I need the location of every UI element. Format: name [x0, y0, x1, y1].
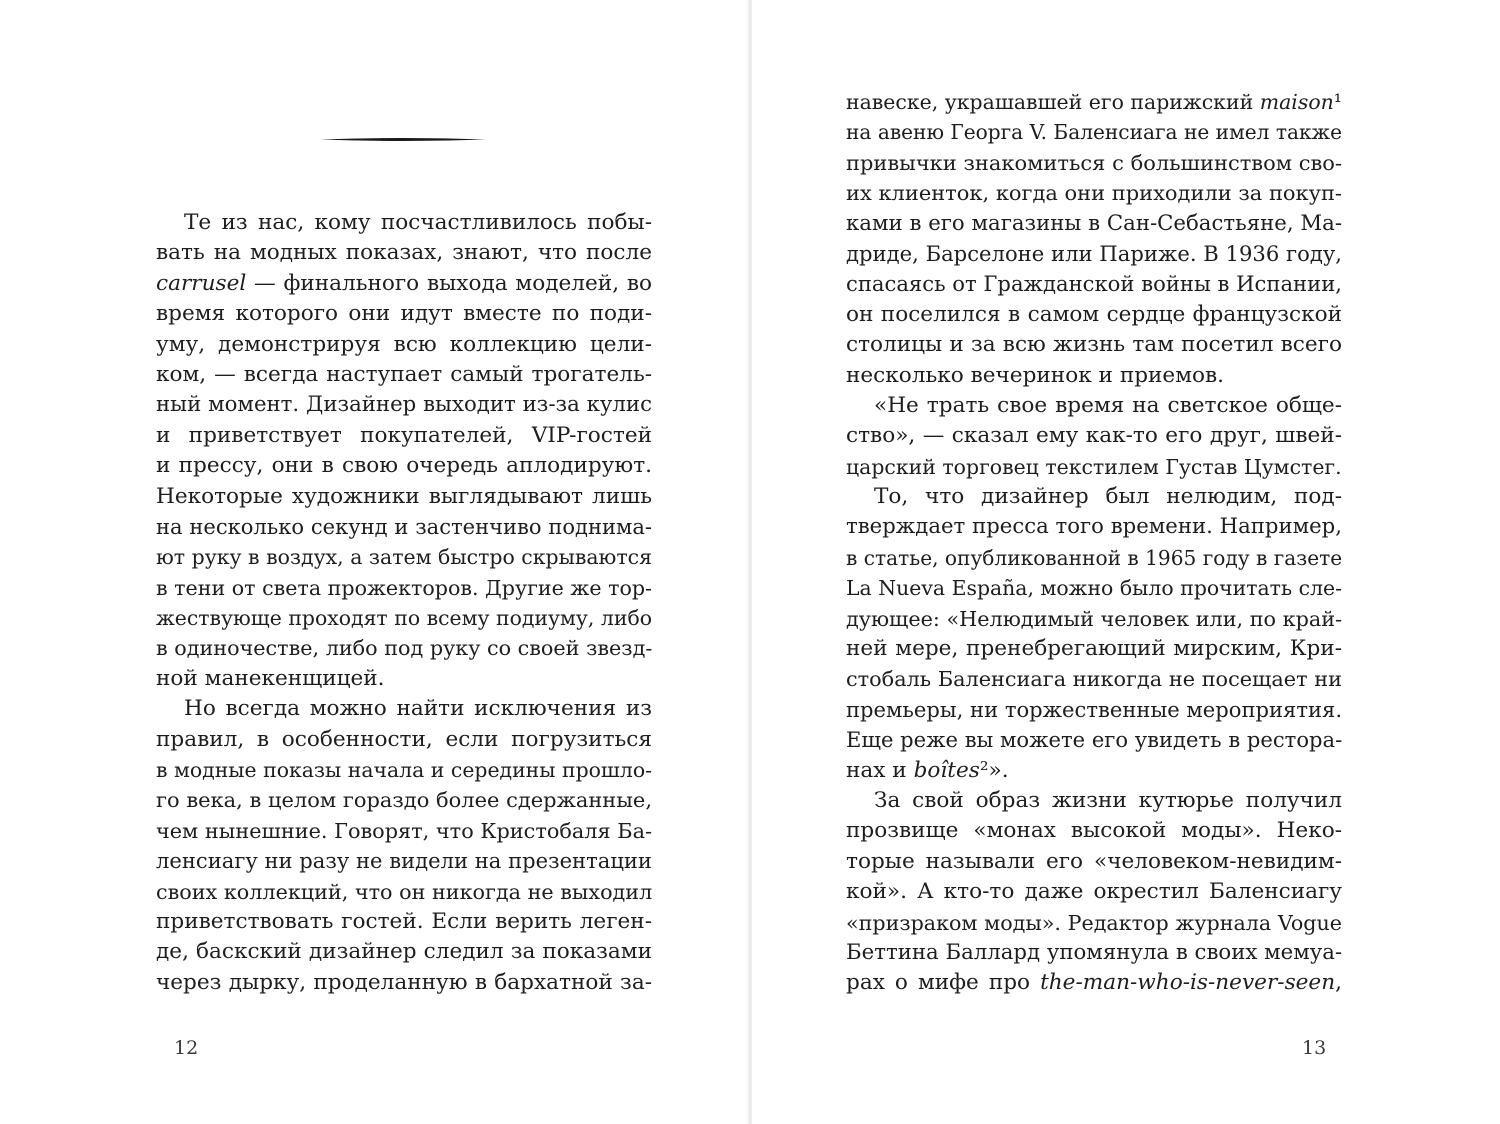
text-line: ком, — всегда наступает самый трогатель-	[156, 361, 652, 387]
text-line: жествующе проходят по всему подиуму, либо	[156, 606, 652, 631]
text-line: в тени от света прожекторов. Другие же тор-	[156, 575, 652, 600]
text-line: Еще реже вы можете его увидеть в рестора-	[846, 727, 1343, 753]
text-line: carrusel — финального выхода моделей, во	[156, 270, 652, 296]
text-line: в модные показы начала и середины прошло-	[156, 758, 652, 783]
text-line: уму, демонстрируя всю коллекцию цели-	[156, 331, 652, 357]
text-line: чем нынешние. Говорят, что Кристобаля Ба-	[156, 818, 652, 843]
text-line: го века, в целом гораздо более сдержанные,	[156, 788, 652, 813]
text-line: ной манекенщицей.	[156, 665, 385, 691]
text-line: кой». А кто-то даже окрестил Баленсиагу	[846, 879, 1342, 905]
page-number-left: 12	[174, 1037, 199, 1059]
text-line: их клиенток, когда они приходили за покуп-	[846, 181, 1342, 206]
text-line: ленсиагу ни разу не видели на презентации	[156, 848, 652, 874]
text-line: тверждает пресса того времени. Например,	[846, 514, 1342, 540]
text-line: За свой образ жизни кутюрье получил	[874, 787, 1342, 813]
chapter-divider-ornament	[320, 137, 486, 142]
left-page	[0, 0, 748, 1124]
text-line: Те из нас, кому посчастливилось побы-	[184, 210, 652, 235]
text-line: Но всегда можно найти исключения из	[184, 696, 652, 722]
text-line: своих коллекций, что он никогда не выходил	[156, 879, 653, 904]
text-line: ный момент. Дизайнер выходит из-за кулис	[156, 392, 652, 418]
text-line: де, баскский дизайнер следил за показами	[156, 939, 652, 965]
text-line: несколько вечеринок и приемов.	[846, 362, 1225, 388]
text-line: навеске, украшавшей его парижский maison¹	[846, 90, 1342, 114]
text-line: То, что дизайнер был нелюдим, под-	[874, 484, 1342, 510]
text-line: царский торговец текстилем Густав Цумстег.	[846, 454, 1342, 479]
text-line: дриде, Барселоне или Париже. В 1936 году,	[846, 240, 1342, 266]
text-line: ство», — сказал ему как-то его друг, швей-	[846, 423, 1342, 449]
text-line: ками в его магазины в Сан-Себастьяне, Ма-	[846, 210, 1342, 236]
text-line: в статье, опубликованной в 1965 году в газете	[846, 545, 1343, 570]
text-line: рах о мифе про the-man-who-is-never-seen,	[846, 970, 1342, 996]
text-line: и приветствует покупателей, VIP-гостей	[156, 422, 652, 448]
text-line: спасаясь от Гражданской войны в Испании,	[846, 271, 1342, 297]
text-line: торые называли его «человеком-невидим-	[846, 848, 1342, 874]
text-line: Некоторые художники выглядывают лишь	[156, 483, 652, 509]
left-page-body-text	[156, 208, 652, 998]
text-line: премьеры, ни торжественные мероприятия.	[846, 696, 1343, 722]
text-line: приветствовать гостей. Если верить леген-	[156, 908, 652, 934]
text-line: нах и boîtes²».	[846, 757, 1009, 783]
text-line: прозвище «монах высокой моды». Неко-	[846, 818, 1342, 844]
right-page-body-text	[846, 87, 1342, 999]
text-line: на авеню Георга V. Баленсиага не имел также	[846, 120, 1342, 145]
page-number-right: 13	[1302, 1037, 1327, 1059]
text-line: время которого они идут вместе по поди-	[156, 301, 652, 327]
text-line: Беттина Баллард упомянула в своих мемуа-	[846, 939, 1343, 965]
text-line: в одиночестве, либо под руку со своей звезд-	[156, 636, 653, 661]
text-line: La Nueva España, можно было прочитать сле-	[846, 576, 1342, 601]
text-line: вать на модных показах, знают, что после	[156, 240, 652, 266]
text-line: правил, в особенности, если погрузиться	[156, 726, 652, 752]
text-line: «Не трать свое время на светское обще-	[874, 392, 1342, 418]
text-line: через дырку, проделанную в бархатной за-	[156, 969, 652, 995]
text-line: столицы и за всю жизнь там посетил всего	[846, 332, 1342, 358]
text-line: ней мере, пренебрегающий мирским, Кри-	[846, 636, 1342, 662]
text-line: и прессу, они в свою очередь аплодируют.	[156, 453, 652, 479]
text-line: «призраком моды». Редактор журнала Vogue	[846, 910, 1342, 935]
text-line: ют руку в воздух, а затем быстро скрываются	[156, 545, 652, 570]
right-page	[752, 0, 1500, 1124]
text-line: дующее: «Нелюдимый человек или, по край-	[846, 606, 1343, 631]
text-line: привычки знакомиться с большинством сво-	[846, 150, 1342, 175]
text-line: он поселился в самом сердце французской	[846, 301, 1342, 327]
text-line: стобаль Баленсиага никогда не посещает ни	[846, 667, 1342, 692]
text-line: на несколько секунд и застенчиво поднима-	[156, 513, 652, 539]
